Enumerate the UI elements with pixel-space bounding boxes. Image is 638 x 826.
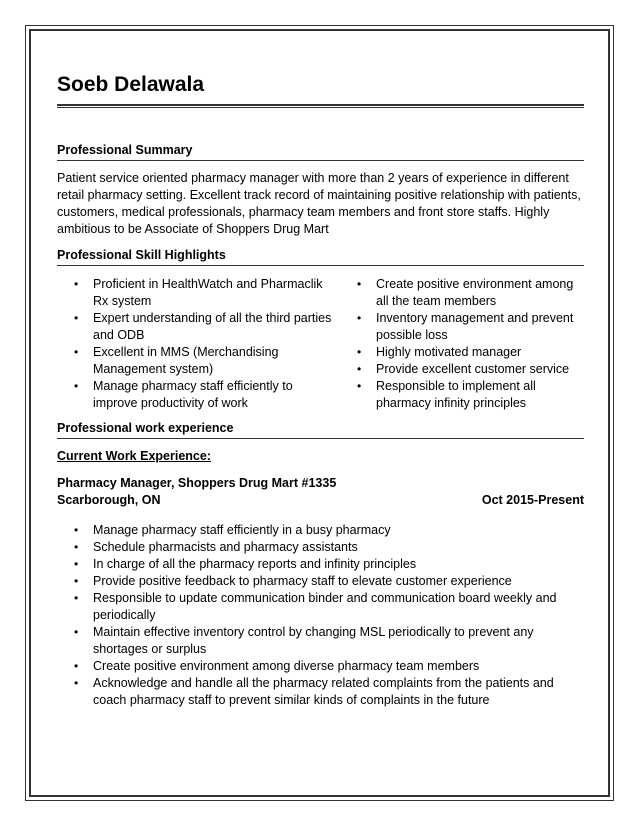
bullet-icon: • (74, 311, 79, 325)
skill-item (340, 361, 584, 378)
bullet-icon: • (357, 362, 362, 376)
bullet-icon: • (357, 345, 362, 359)
skill-item-text: Manage pharmacy staff efficiently to improve productivity of work (93, 379, 293, 410)
duty-item-text: Manage pharmacy staff efficiently in a busy pharmacy (93, 523, 391, 537)
bullet-icon: • (74, 574, 79, 588)
bullet-icon: • (74, 523, 79, 537)
current-experience-label: Current Work Experience: (57, 449, 211, 463)
summary-text: Patient service oriented pharmacy manager with more than 2 years of experience in different retail pharmacy setting. Excellent track record of maintaining positive relationship with patients, customers, medical professionals, pharmacy team members and front store staffs. Highly ambitious to be Associate of Shoppers Drug Mart (57, 171, 581, 236)
skill-item (340, 378, 584, 412)
duty-item-text: In charge of all the pharmacy reports and infinity principles (93, 557, 417, 571)
skill-item-text: Expert understanding of all the third parties and ODB (93, 311, 332, 342)
bullet-icon: • (357, 379, 362, 393)
skill-item (57, 344, 340, 378)
name-divider (57, 104, 584, 108)
skill-item (340, 276, 584, 310)
duty-item (57, 522, 584, 539)
skill-item (57, 378, 340, 412)
duty-item-text: Maintain effective inventory control by changing MSL periodically to prevent any shortages or surplus (93, 625, 534, 656)
skills-heading: Professional Skill Highlights (57, 248, 226, 262)
skills-columns (57, 276, 584, 412)
skill-item-text: Highly motivated manager (376, 345, 522, 359)
bullet-icon: • (74, 379, 79, 393)
skill-item (340, 310, 584, 344)
skill-item-text: Excellent in MMS (Merchandising Management system) (93, 345, 279, 376)
skill-item-text: Proficient in HealthWatch and Pharmaclik Rx system (93, 277, 323, 308)
bullet-icon: • (74, 659, 79, 673)
duty-item-text: Acknowledge and handle all the pharmacy related complaints from the patients and coach pharmacy staff to prevent similar kinds of complaints in the future (93, 676, 554, 707)
skill-item-text: Create positive environment among all the team members (376, 277, 574, 308)
candidate-name: Soeb Delawala (57, 73, 205, 96)
duty-item (57, 573, 584, 590)
job-location: Scarborough, ON (57, 493, 161, 507)
skill-item (57, 310, 340, 344)
bullet-icon: • (357, 277, 362, 291)
duty-item-text: Create positive environment among diverse pharmacy team members (93, 659, 480, 673)
experience-divider (57, 438, 584, 439)
skill-item-text: Responsible to implement all pharmacy infinity principles (376, 379, 536, 410)
bullet-icon: • (74, 345, 79, 359)
skills-left-list (57, 276, 340, 412)
bullet-icon: • (74, 540, 79, 554)
job-duties-list (57, 522, 584, 709)
duty-item (57, 556, 584, 573)
bullet-icon: • (74, 557, 79, 571)
bullet-icon: • (357, 311, 362, 325)
job-dates: Oct 2015-Present (481, 493, 584, 507)
skill-item (57, 276, 340, 310)
bullet-icon: • (74, 676, 79, 690)
bullet-icon: • (74, 625, 79, 639)
summary-heading: Professional Summary (57, 143, 193, 157)
duty-item (57, 590, 584, 624)
skills-right-list (340, 276, 584, 412)
bullet-icon: • (74, 591, 79, 605)
duty-item-text: Responsible to update communication binder and communication board weekly and periodically (93, 591, 557, 622)
duty-item (57, 539, 584, 556)
duty-item-text: Provide positive feedback to pharmacy staff to elevate customer experience (93, 574, 512, 588)
skill-item-text: Provide excellent customer service (376, 362, 570, 376)
summary-divider (57, 160, 584, 161)
duty-item (57, 675, 584, 709)
duty-item (57, 624, 584, 658)
bullet-icon: • (74, 277, 79, 291)
skill-item (340, 344, 584, 361)
duty-item (57, 658, 584, 675)
experience-heading: Professional work experience (57, 421, 234, 435)
resume-content (57, 72, 584, 709)
job-title: Pharmacy Manager, Shoppers Drug Mart #1335 (57, 476, 337, 490)
skill-item-text: Inventory management and prevent possible loss (376, 311, 574, 342)
duty-item-text: Schedule pharmacists and pharmacy assistants (93, 540, 358, 554)
skills-divider (57, 265, 584, 266)
